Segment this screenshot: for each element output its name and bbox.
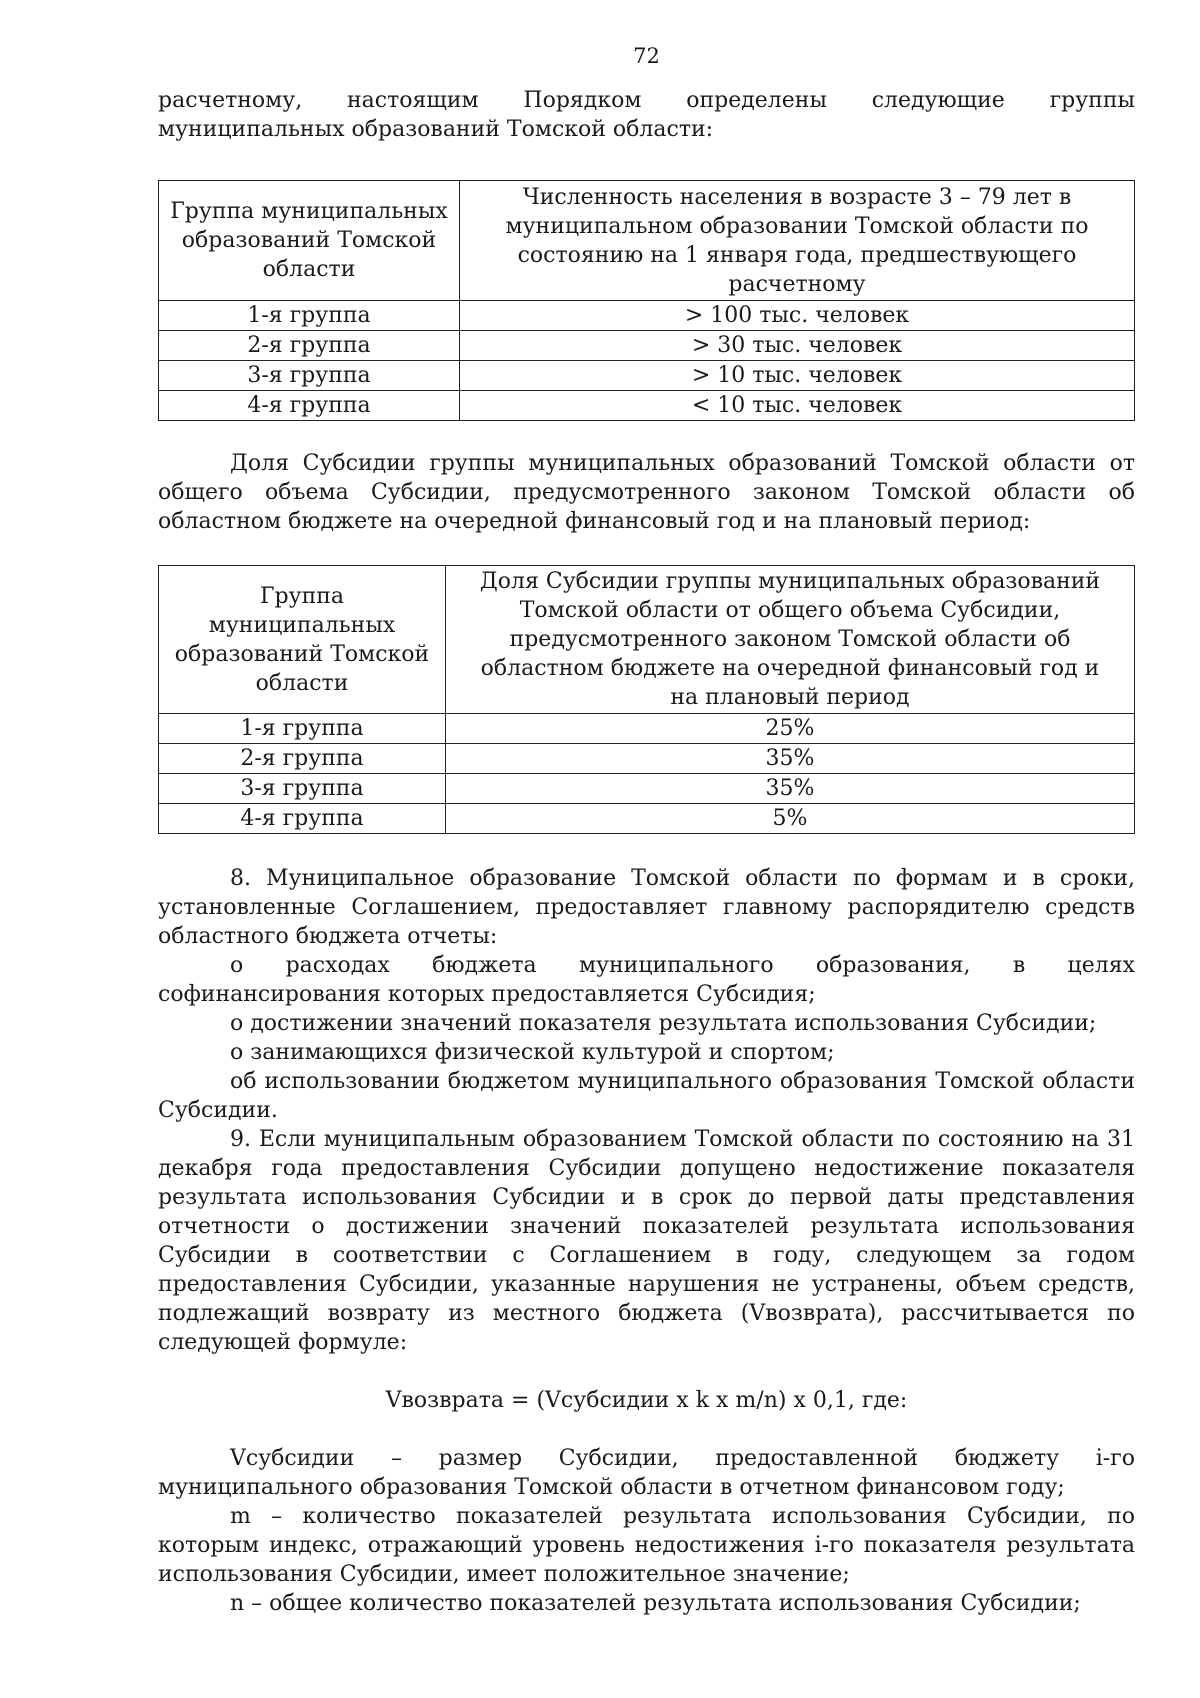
body-text <box>158 864 1135 1618</box>
table1-group-cell: 2-я группа <box>159 331 460 361</box>
list-item: о расходах бюджета муниципального образования, в целях софинансирования которых предоставляется Субсидия; <box>158 953 1135 1007</box>
subsidy-share-table <box>158 565 1135 834</box>
table2-value-cell: 25% <box>446 714 1135 744</box>
item-8-paragraph: 8. Муниципальное образование Томской области по формам и в сроки, установленные Соглашением, предоставляет главному распорядителю средств областного бюджета отчеты: <box>158 866 1135 949</box>
table-row <box>159 361 1135 391</box>
definition-item: n – общее количество показателей результата использования Субсидии; <box>230 1591 1081 1616</box>
table2-value-cell: 35% <box>446 774 1135 804</box>
table1-header-group: Группа муниципальных образований Томской области <box>159 181 460 301</box>
table1-header-value: Численность населения в возрасте 3 – 79 лет в муниципальном образовании Томской области по состоянию на 1 января года, предшествующего расчетному <box>460 181 1135 301</box>
list-item: о занимающихся физической культурой и спортом; <box>230 1040 835 1065</box>
table-row <box>159 331 1135 361</box>
table2-group-cell: 4-я группа <box>159 804 446 834</box>
table2-header-value: Доля Субсидии группы муниципальных образований Томской области от общего объема Субсидии, предусмотренного законом Томской области об областном бюджете на очередной финансовый год и на плановый период <box>446 566 1135 714</box>
return-formula: Vвозврата = (Vсубсидии x k x m/n) x 0,1, где: <box>385 1388 908 1413</box>
table-row <box>159 301 1135 331</box>
page-number: 72 <box>633 44 660 68</box>
table-row <box>159 714 1135 744</box>
definition-item: Vсубсидии – размер Субсидии, предоставленной бюджету i-го муниципального образования Томской области в отчетном финансовом году; <box>158 1446 1135 1500</box>
list-item: о достижении значений показателя результата использования Субсидии; <box>230 1011 1097 1036</box>
table-row <box>159 804 1135 834</box>
intro-paragraph: расчетному, настоящим Порядком определены следующие группы муниципальных образований Томской области: <box>158 88 1135 142</box>
table-row <box>159 774 1135 804</box>
population-groups-table <box>158 180 1135 421</box>
item-9-paragraph: 9. Если муниципальным образованием Томской области по состоянию на 31 декабря года предоставления Субсидии допущено недостижение показателя результата использования Субсидии и в срок до первой даты представления отчетности о достижении значений показателей результата использования Субсидии в соответствии с Соглашением в году, следующем за годом предоставления Субсидии, указанные нарушения не устранены, объем средств, подлежащий возврату из местного бюджета (Vвозврата), рассчитывается по следующей формуле: <box>158 1127 1135 1355</box>
table1-value-cell: < 10 тыс. человек <box>460 391 1135 421</box>
table2-group-cell: 2-я группа <box>159 744 446 774</box>
table1-group-cell: 1-я группа <box>159 301 460 331</box>
table2-group-cell: 3-я группа <box>159 774 446 804</box>
table1-value-cell: > 10 тыс. человек <box>460 361 1135 391</box>
table2-value-cell: 5% <box>446 804 1135 834</box>
list-item: об использовании бюджетом муниципального образования Томской области Субсидии. <box>158 1069 1135 1123</box>
table-row <box>159 391 1135 421</box>
table1-group-cell: 3-я группа <box>159 361 460 391</box>
table2-value-cell: 35% <box>446 744 1135 774</box>
table1-value-cell: > 100 тыс. человек <box>460 301 1135 331</box>
table-row <box>159 744 1135 774</box>
table2-group-cell: 1-я группа <box>159 714 446 744</box>
share-paragraph: Доля Субсидии группы муниципальных образований Томской области от общего объема Субсидии, предусмотренного законом Томской области об областном бюджете на очередной финансовый год и на плановый период: <box>158 451 1135 534</box>
table1-value-cell: > 30 тыс. человек <box>460 331 1135 361</box>
table1-group-cell: 4-я группа <box>159 391 460 421</box>
definition-item: m – количество показателей результата использования Субсидии, по которым индекс, отражающий уровень недостижения i-го показателя результата использования Субсидии, имеет положительное значение; <box>158 1504 1135 1587</box>
table2-header-group: Группа муниципальных образований Томской области <box>159 566 446 714</box>
